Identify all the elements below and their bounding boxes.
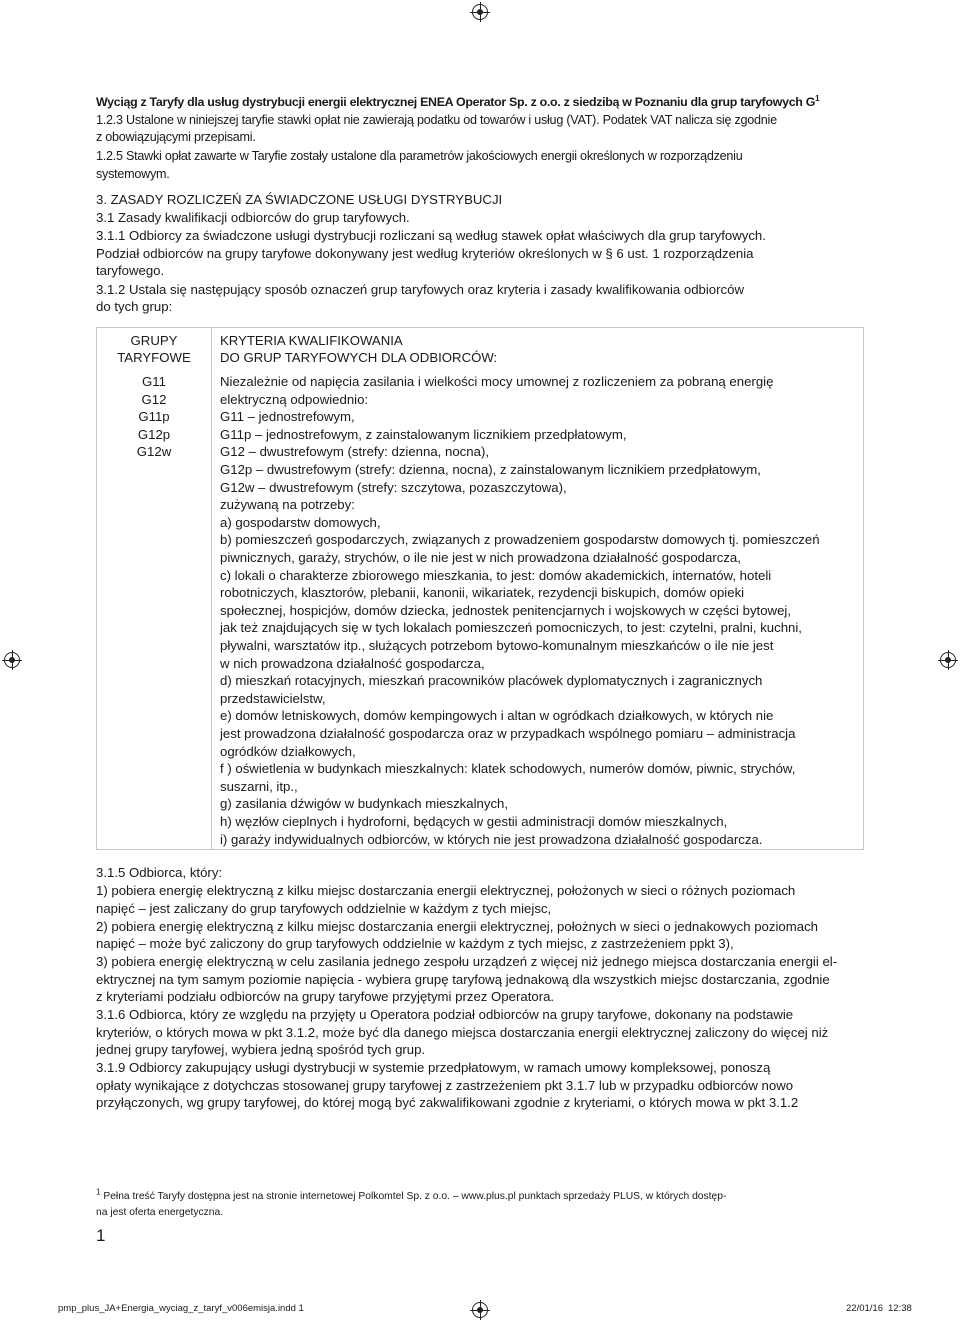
criteria-line: piwnicznych, garaży, strychów, o ile nie jest w nich prowadzona działalność gospodarcza, (220, 550, 741, 565)
intro-line: systemowym. (96, 167, 170, 181)
criteria-line: G12p – dwustrefowym (strefy: dzienna, nocna), z zainstalowanym licznikiem przedpłatowym, (220, 462, 761, 477)
table-header-groups: TARYFOWE (117, 350, 191, 365)
criteria-line: h) węzłów cieplnych i hydroforni, będących w gestii administracji domów mieszkalnych, (220, 814, 728, 829)
paragraph-line: przyłączonych, wg grupy taryfowej, do której mogą być zakwalifikowani zgodnie z kryteriami, o których mowa w pkt 3.1.2 (96, 1095, 799, 1110)
paragraph-line: 3.1.9 Odbiorcy zakupujący usługi dystrybucji w systemie przedpłatowym, w ramach umowy kompleksowej, ponoszą (96, 1060, 771, 1075)
criteria-line: b) pomieszczeń gospodarczych, związanych z prowadzeniem gospodarstw domowych tj. pomieszczeń (220, 532, 820, 547)
criteria-line: suszarni, itp., (220, 779, 298, 794)
footnote-reference: 1 (815, 93, 820, 103)
tariff-group-code: G11 (142, 374, 166, 389)
footnote (96, 1189, 726, 1204)
criteria-line: d) mieszkań rotacyjnych, mieszkań pracowników placówek dyplomatycznych i zagranicznych (220, 673, 763, 688)
paragraph-line: jednej grupy taryfowej, wybiera jedną spośród tych grup. (96, 1042, 426, 1057)
footnote-mark: 1 (96, 1187, 101, 1197)
table-header-criteria: KRYTERIA KWALIFIKOWANIA (220, 333, 403, 348)
intro-line: 1.2.5 Stawki opłat zawarte w Taryfie zostały ustalone dla parametrów jakościowych energii określonych w rozporządzeniu (96, 149, 743, 163)
paragraph-line: 1) pobiera energię elektryczną z kilku miejsc dostarczania energii elektrycznej, położonych w sieci o różnych poziomach (96, 883, 796, 898)
criteria-line: f ) oświetlenia w budynkach mieszkalnych: klatek schodowych, numerów domów, piwnic, strychów, (220, 761, 796, 776)
paragraph-line: z kryteriami podziału odbiorców na grupy taryfowe przyjętymi przez Operatora. (96, 989, 555, 1004)
registration-mark-right-icon (940, 652, 956, 668)
criteria-line: w nich prowadzona działalność gospodarcza, (220, 656, 485, 671)
table-header-groups: GRUPY (130, 333, 178, 348)
footnote-text: Pełna treść Taryfy dostępna jest na stronie internetowej Polkomtel Sp. z o.o. – www.plus.pl punktach sprzedaży PLUS, w których dostęp- (103, 1191, 727, 1202)
criteria-line: robotniczych, klasztorów, plebanii, kanonii, wikariatek, rezydencji biskupich, domów opieki (220, 585, 745, 600)
criteria-line: ogródków działkowych, (220, 744, 356, 759)
paragraph-line: do tych grup: (96, 299, 173, 314)
paragraph-line: 3.1.5 Odbiorca, który: (96, 865, 223, 880)
registration-mark-bottom-icon (472, 1302, 488, 1318)
registration-mark-top-icon (472, 4, 488, 20)
criteria-line: a) gospodarstw domowych, (220, 515, 381, 530)
slug-time: 12:38 (888, 1303, 912, 1314)
criteria-line: zużywaną na potrzeby: (220, 497, 355, 512)
paragraph-line: taryfowego. (96, 263, 165, 278)
criteria-line: Niezależnie od napięcia zasilania i wielkości mocy umownej z rozliczeniem za pobraną energię (220, 374, 774, 389)
criteria-line: jest prowadzona działalność gospodarcza oraz w przypadkach wspólnego pomiaru – administracja (220, 726, 796, 741)
section-heading: 3. ZASADY ROZLICZEŃ ZA ŚWIADCZONE USŁUGI DYSTRYBUCJI (96, 192, 503, 207)
footnote-text: na jest oferta energetyczna. (96, 1207, 224, 1218)
slug-filename: pmp_plus_JA+Energia_wyciag_z_taryf_v006emisja.indd 1 (58, 1303, 304, 1314)
criteria-line: e) domów letniskowych, domów kempingowych i altan w ogródkach działkowych, w których nie (220, 708, 774, 723)
intro-line: z obowiązującymi przepisami. (96, 130, 256, 144)
paragraph-line: napięć – jest zaliczany do grup taryfowych oddzielnie w każdym z tych miejsc, (96, 901, 552, 916)
criteria-line: i) garaży indywidualnych odbiorców, w których nie jest prowadzona działalność gospodarcza. (220, 832, 763, 847)
criteria-line: G11p – jednostrefowym, z zainstalowanym licznikiem przedpłatowym, (220, 427, 627, 442)
criteria-line: społecznej, hospicjów, domów dziecka, jednostek penitencjarnych i wojskowych w części bytowej, (220, 603, 791, 618)
paragraph-line: napięć – może być zaliczony do grup taryfowych oddzielnie w każdym z tych miejsc, z zastrzeżeniem ppkt 3), (96, 936, 734, 951)
criteria-line: G11 – jednostrefowym, (220, 409, 355, 424)
paragraph-line: 3) pobiera energię elektryczną w celu zasilania jednego zespołu urządzeń z więcej niż jednego miejsca dostarczania energii el- (96, 954, 838, 969)
intro-line: 1.2.3 Ustalone w niniejszej taryfie stawki opłat nie zawierają podatku od towarów i usług (VAT). Podatek VAT nalicza się zgodnie (96, 113, 777, 127)
subsection-heading: 3.1 Zasady kwalifikacji odbiorców do grup taryfowych. (96, 210, 410, 225)
paragraph-line: 3.1.6 Odbiorca, który ze względu na przyjęty u Operatora podział odbiorców na grupy taryfowe, dokonany na podstawie (96, 1007, 794, 1022)
table-header-criteria: DO GRUP TARYFOWYCH DLA ODBIORCÓW: (220, 350, 498, 365)
criteria-line: c) lokali o charakterze zbiorowego mieszkania, to jest: domów akademickich, internatów, hoteli (220, 568, 772, 583)
paragraph-line: Podział odbiorców na grupy taryfowe dokonywany jest według kryteriów określonych w § 6 ust. 1 rozporządzenia (96, 246, 754, 261)
tariff-group-code: G12w (136, 444, 172, 459)
registration-mark-left-icon (4, 652, 20, 668)
criteria-line: przedstawicielstw, (220, 691, 326, 706)
paragraph-line: ektrycznej na tym samym poziomie napięcia - wybiera grupę taryfową jednakową dla wszystkich miejsc dostarczania, zgodnie (96, 972, 830, 987)
tariff-group-code: G11p (138, 409, 170, 424)
paragraph-line: kryteriów, o których mowa w pkt 3.1.2, może być dla danego miejsca dostarczania energii elektrycznej zaliczony do więcej niż (96, 1025, 829, 1040)
criteria-line: G12 – dwustrefowym (strefy: dzienna, nocna), (220, 444, 489, 459)
tariff-group-code: G12p (137, 427, 171, 442)
criteria-line: jak też znajdujących się w tych lokalach pomieszczeń pomocniczych, to jest: czytelni, pralni, kuchni, (220, 620, 802, 635)
paragraph-line: 2) pobiera energię elektryczną z kilku miejsc dostarczania energii elektrycznej, położnych w sieci o jednakowych poziomach (96, 919, 818, 934)
paragraph-line: 3.1.2 Ustala się następujący sposób oznaczeń grup taryfowych oraz kryteria i zasady kwalifikowania odbiorców (96, 282, 744, 297)
page-number: 1 (96, 1226, 106, 1245)
tariff-group-code: G12 (141, 392, 167, 407)
criteria-line: elektryczną odpowiednio: (220, 392, 369, 407)
document-title: Wyciąg z Taryfy dla usług dystrybucji energii elektrycznej ENEA Operator Sp. z o.o. z siedzibą w Poznaniu dla grup taryfowych $G^1$ (96, 93, 820, 109)
paragraph-line: 3.1.1 Odbiorcy za świadczone usługi dystrybucji rozliczani są według stawek opłat właściwych dla grup taryfowych. (96, 228, 766, 243)
paragraph-line: opłaty wynikające z dotychczas stosowanej grupy taryfowej z zastrzeżeniem pkt 3.1.7 lub w przypadku odbiorców nowo (96, 1078, 794, 1093)
criteria-line: pływalni, warsztatów itp., służących potrzebom bytowo-komunalnym mieszkańców o ile nie jest (220, 638, 774, 653)
slug-date: 22/01/16 (846, 1303, 883, 1314)
criteria-line: g) zasilania dźwigów w budynkach mieszkalnych, (220, 796, 509, 811)
criteria-line: G12w – dwustrefowym (strefy: szczytowa, pozaszczytowa), (220, 480, 567, 495)
